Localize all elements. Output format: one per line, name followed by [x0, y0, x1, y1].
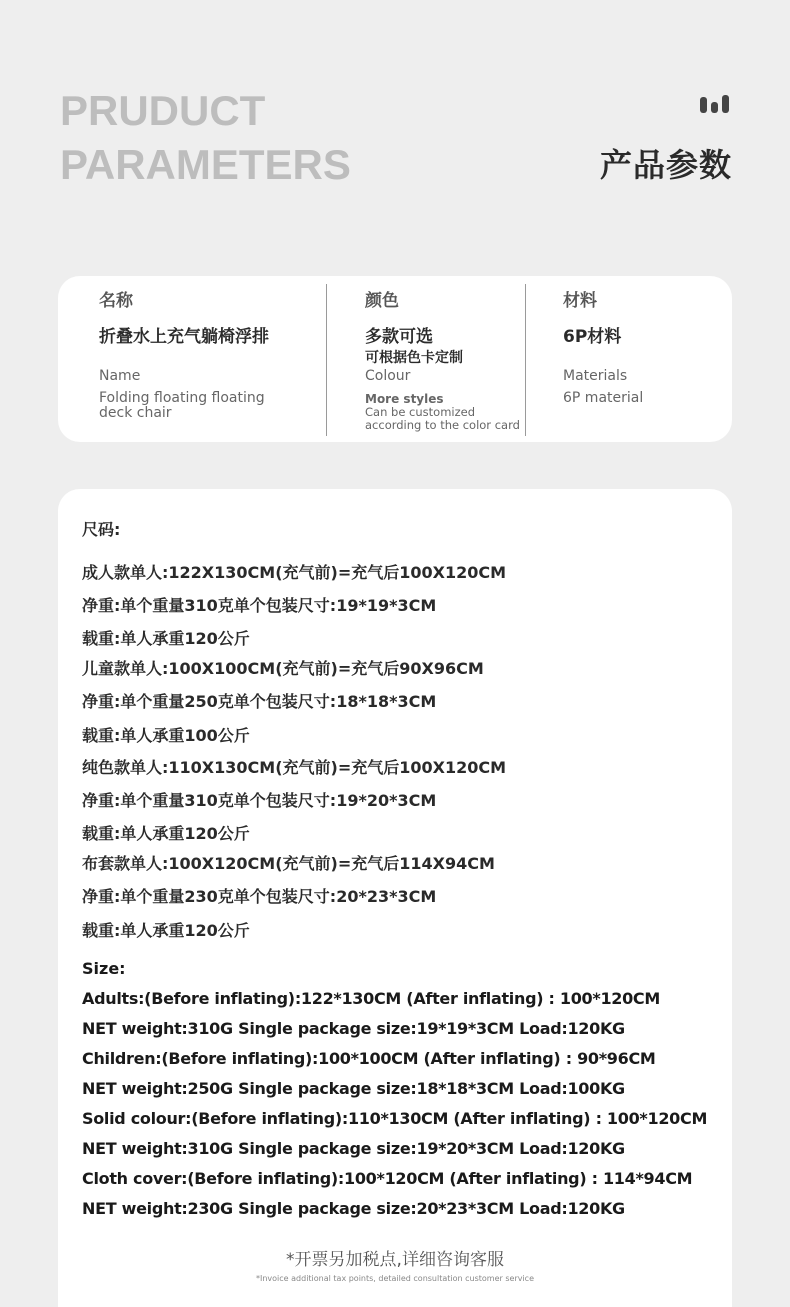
colour-value-en-line1: More styles: [365, 392, 444, 406]
colour-value-en-line3: according to the color card: [365, 418, 520, 432]
colour-value-en-line2: Can be customized: [365, 405, 476, 419]
colour-value-cn: 多款可选: [365, 327, 433, 347]
materials-label-en: Materials: [563, 368, 628, 384]
param-colour: [365, 276, 525, 442]
size-row-en: NET weight:310G Single package size:19*20*3CM Load:120KG: [82, 1139, 625, 1158]
size-row-cn: 载重:单人承重120公斤: [82, 824, 250, 843]
size-row-en: Solid colour:(Before inflating):110*130CM (After inflating) : 100*120CM: [82, 1109, 708, 1128]
divider: [525, 284, 526, 436]
size-row-cn: 布套款单人:100X120CM(充气前)=充气后114X94CM: [82, 854, 495, 873]
title-en-line2: PARAMETERS: [60, 141, 351, 188]
materials-value-cn: 6P材料: [563, 327, 622, 347]
size-row-en: Adults:(Before inflating):122*130CM (After inflating) : 100*120CM: [82, 989, 661, 1008]
size-row-cn: 净重:单个重量230克单个包装尺寸:20*23*3CM: [82, 887, 437, 906]
colour-label-cn: 颜色: [365, 291, 399, 311]
name-value-en-line1: Folding floating floating: [99, 390, 265, 406]
size-card: [58, 489, 732, 1307]
size-row-cn: 儿童款单人:100X100CM(充气前)=充气后90X96CM: [82, 659, 484, 678]
name-value-en-line2: deck chair: [99, 405, 172, 421]
size-row-cn: 载重:单人承重120公斤: [82, 629, 250, 648]
size-title-en: Size:: [82, 959, 126, 978]
size-row-cn: 载重:单人承重100公斤: [82, 726, 250, 745]
size-row-cn: 净重:单个重量250克单个包装尺寸:18*18*3CM: [82, 692, 437, 711]
size-row-en: Children:(Before inflating):100*100CM (After inflating) : 90*96CM: [82, 1049, 656, 1068]
size-row-en: NET weight:310G Single package size:19*19*3CM Load:120KG: [82, 1019, 625, 1038]
colour-sub-cn: 可根据色卡定制: [365, 350, 463, 366]
size-title-cn: 尺码:: [82, 520, 121, 539]
page-title-cn: 产品参数: [599, 146, 732, 184]
bars-logo-icon: [700, 95, 730, 113]
divider: [326, 284, 327, 436]
param-materials: [563, 276, 723, 442]
params-card: [58, 276, 732, 442]
page-title-en: [60, 84, 351, 192]
footer-note-cn: *开票另加税点,详细咨询客服: [286, 1250, 504, 1270]
size-row-en: NET weight:230G Single package size:20*23*3CM Load:120KG: [82, 1199, 625, 1218]
materials-label-cn: 材料: [563, 291, 597, 311]
title-en-line1: PRUDUCT: [60, 87, 266, 134]
size-row-en: Cloth cover:(Before inflating):100*120CM (After inflating) : 114*94CM: [82, 1169, 693, 1188]
size-row-cn: 净重:单个重量310克单个包装尺寸:19*20*3CM: [82, 791, 437, 810]
name-value-cn: 折叠水上充气躺椅浮排: [99, 327, 269, 347]
size-row-cn: 载重:单人承重120公斤: [82, 921, 250, 940]
name-value-en: [99, 391, 265, 421]
footer-note-en: *Invoice additional tax points, detailed consultation customer service: [255, 1274, 535, 1283]
name-label-en: Name: [99, 368, 141, 384]
size-row-cn: 纯色款单人:110X130CM(充气前)=充气后100X120CM: [82, 758, 507, 777]
name-label-cn: 名称: [99, 291, 133, 311]
size-row-cn: 成人款单人:122X130CM(充气前)=充气后100X120CM: [82, 563, 507, 582]
size-row-en: NET weight:250G Single package size:18*18*3CM Load:100KG: [82, 1079, 625, 1098]
colour-label-en: Colour: [365, 368, 411, 384]
materials-value-en: 6P material: [563, 390, 644, 406]
size-row-cn: 净重:单个重量310克单个包装尺寸:19*19*3CM: [82, 596, 437, 615]
param-name: [99, 276, 324, 442]
colour-value-en: [365, 393, 520, 432]
